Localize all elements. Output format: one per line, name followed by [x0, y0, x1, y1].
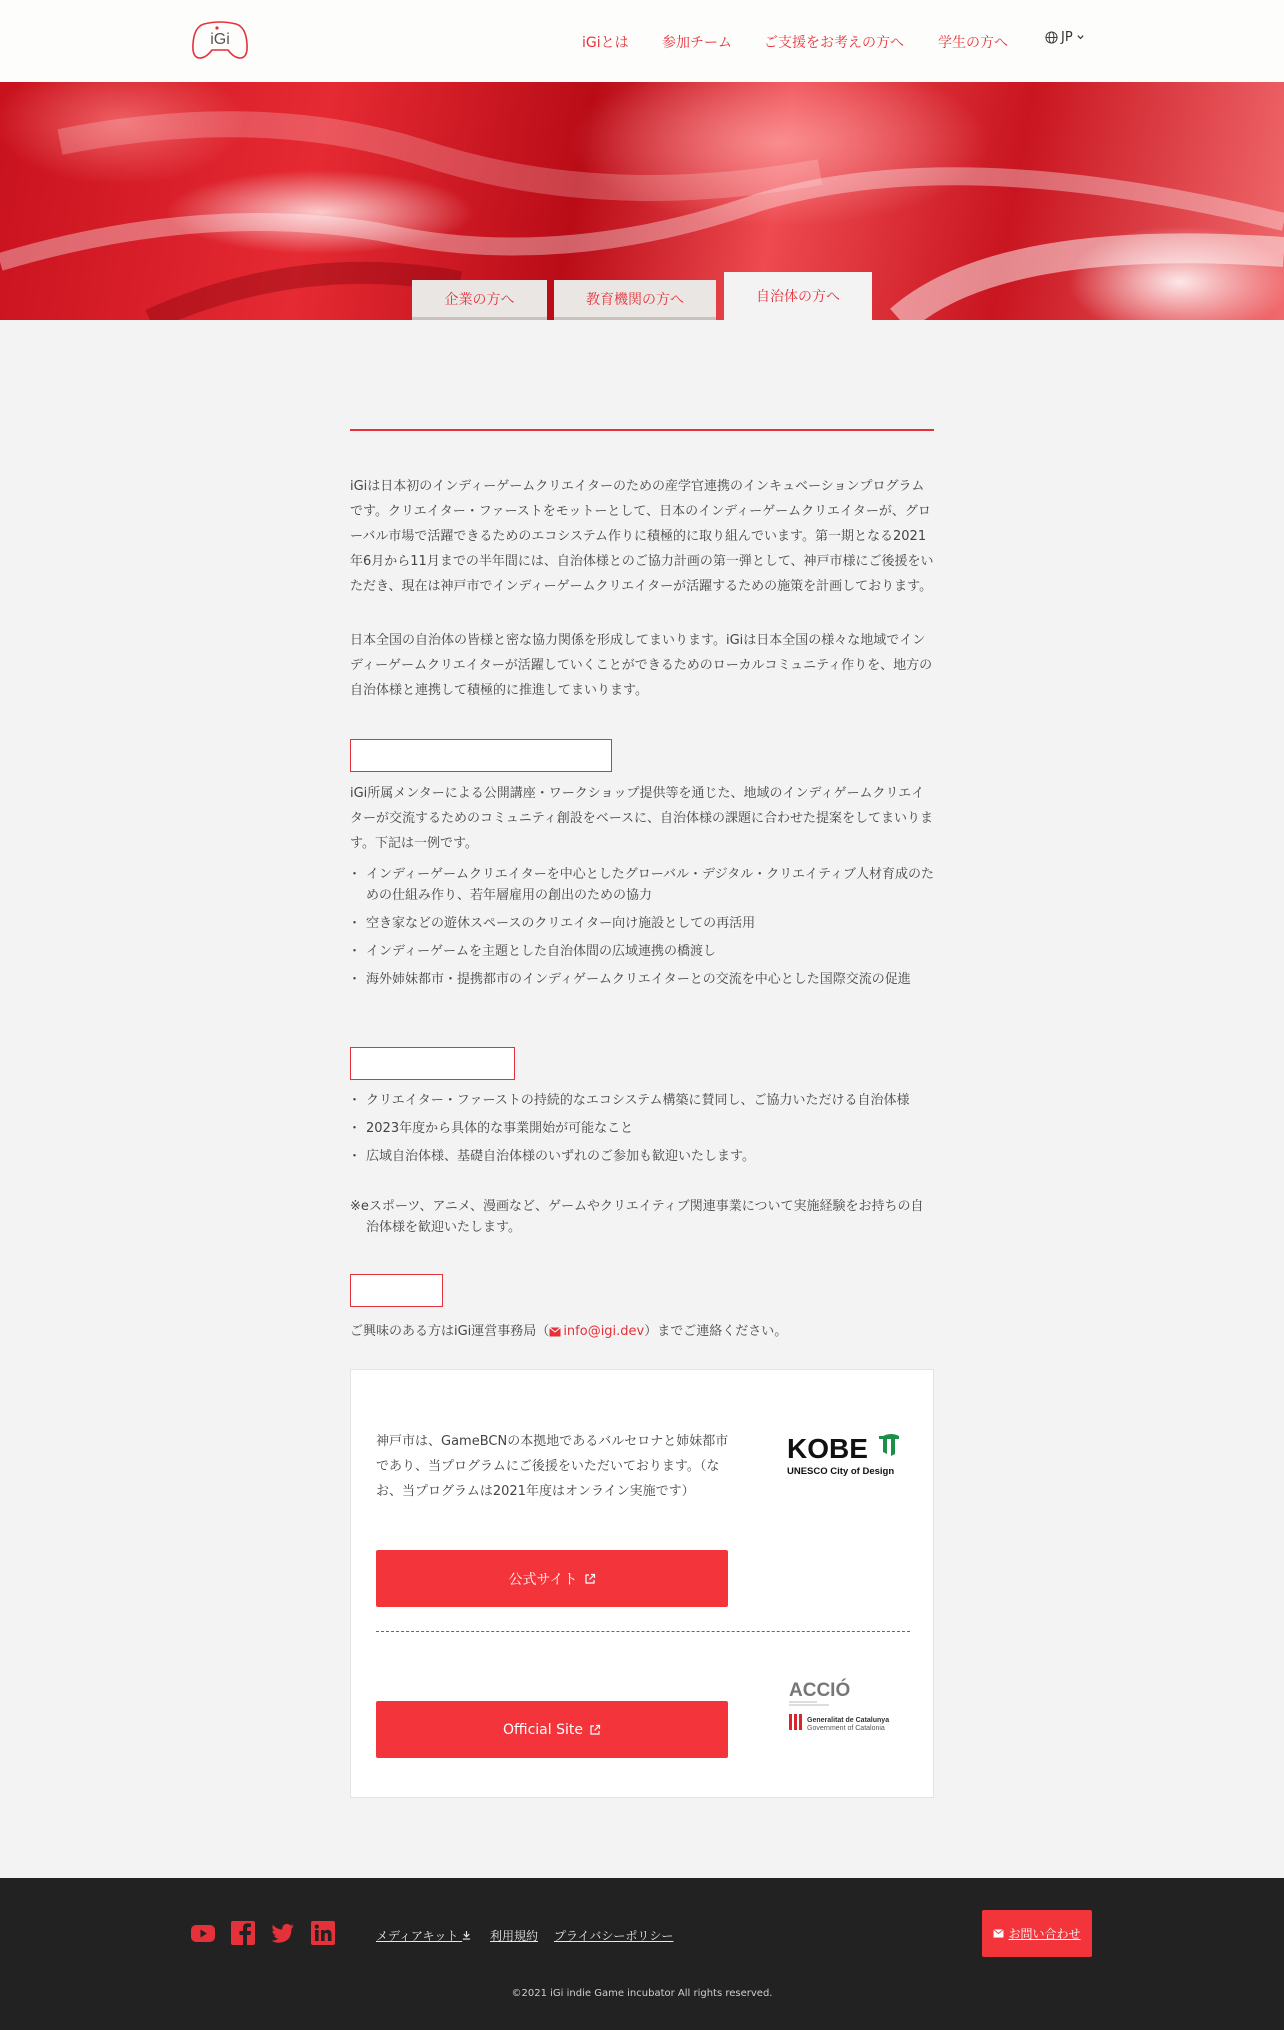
proposal-list	[350, 864, 934, 997]
kobe-logo[interactable]	[787, 1430, 903, 1476]
site-footer	[0, 1878, 1284, 2030]
footer-link-media-kit[interactable]	[376, 1927, 471, 1944]
contact-text	[350, 1320, 787, 1339]
proposal-text: iGi所属メンターによる公開講座・ワークショップ提供等を通じた、地域のインディゲームクリエイターが交流するためのコミュニティ創設をベースに、自治体様の課題に合わせた提案をしてまいります。下記は一例です。	[350, 786, 934, 851]
youtube-icon[interactable]	[190, 1920, 216, 1946]
mail-icon	[549, 1327, 561, 1337]
footer-contact-button[interactable]	[982, 1910, 1092, 1957]
requirements-list	[350, 1090, 934, 1174]
accio-official-site-button[interactable]	[376, 1701, 728, 1758]
requirements-heading-box	[350, 1047, 515, 1080]
kobe-logo-subtext: UNESCO City of Design	[787, 1466, 895, 1476]
partner-card	[350, 1369, 934, 1798]
contact-email-link[interactable]: info@igi.dev	[563, 1324, 645, 1339]
media-kit-label: メディアキット	[376, 1929, 459, 1943]
kobe-logo-text: KOBE	[787, 1433, 868, 1464]
accio-logo-generalitat: Generalitat de Catalunya	[807, 1717, 890, 1724]
contact-button-label: お問い合わせ	[1008, 1927, 1081, 1941]
accio-button-label: Official Site	[503, 1721, 583, 1738]
kobe-official-site-button[interactable]	[376, 1550, 728, 1607]
site-header	[0, 0, 1284, 82]
accio-logo-text: ACCIÓ	[789, 1680, 851, 1701]
facebook-icon[interactable]	[230, 1920, 256, 1946]
mail-icon	[993, 1929, 1004, 1938]
chevron-down-icon	[1076, 33, 1085, 42]
linkedin-icon[interactable]	[310, 1920, 336, 1946]
kobe-button-label: 公式サイト	[508, 1571, 578, 1588]
kobe-description: 神戸市は、GameBCNの本拠地であるバルセロナと姉妹都市であり、当プログラムにご後援をいただいております。（なお、当プログラムは2021年度はオンライン実施です）	[376, 1434, 729, 1499]
footer-link-privacy[interactable]: プライバシーポリシー	[554, 1929, 674, 1943]
list-item: ・ インディーゲームクリエイターを中心としたグローバル・デジタル・クリエイティブ人材育成のための仕組み作り、若年層雇用の創出のための協力	[350, 864, 934, 906]
language-label: JP	[1061, 30, 1073, 45]
download-icon	[462, 1930, 471, 1940]
contact-prefix: ご興味のある方はiGi運営事務局（	[350, 1324, 550, 1339]
accio-logo-government: Government of Catalonia	[807, 1725, 885, 1732]
tab-municipalities[interactable]: 自治体の方へ	[724, 272, 872, 320]
svg-text:iGi: iGi	[210, 31, 230, 48]
list-item: ・ 海外姉妹都市・提携都市のインディゲームクリエイターとの交流を中心とした国際交流の促進	[350, 969, 934, 990]
partner-divider	[376, 1631, 910, 1632]
list-item: ・ インディーゲームを主題とした自治体間の広域連携の橋渡し	[350, 941, 934, 962]
list-item: ・ 広域自治体様、基礎自治体様のいずれのご参加も歓迎いたします。	[350, 1146, 934, 1167]
language-selector[interactable]	[1045, 30, 1085, 45]
nav-students[interactable]: 学生の方へ	[938, 35, 1008, 51]
copyright: ©2021 iGi indie Game incubator All rights reserved.	[511, 1988, 773, 1999]
twitter-icon[interactable]	[270, 1920, 296, 1946]
tab-education[interactable]: 教育機関の方へ	[554, 280, 716, 320]
footer-link-terms[interactable]: 利用規約	[490, 1929, 539, 1943]
contact-suffix: ）までご連絡ください。	[644, 1324, 788, 1339]
requirements-note: ※eスポーツ、アニメ、漫画など、ゲームやクリエイティブ関連事業について実施経験をお持ちの自治体様を歓迎いたします。	[350, 1199, 924, 1235]
list-item: ・ クリエイター・ファーストの持続的なエコシステム構築に賛同し、ご協力いただける自治体様	[350, 1090, 934, 1111]
intro-paragraph-1: iGiは日本初のインディーゲームクリエイターのための産学官連携のインキュベーションプログラムです。クリエイター・ファーストをモットーとして、日本のインディーゲームクリエイターが、グローバル市場で活躍できるためのエコシステム作りに積極的に取り組んでいます。第一期となる2021年6月から11月までの半年間には、自治体様とのご協力計画の第一弾として、神戸市様にご後援をいただき、現在は神戸市でインディーゲームクリエイターが活躍するための施策を計画しております。	[350, 479, 934, 594]
external-link-icon	[584, 1573, 596, 1585]
list-item: ・ 空き家などの遊休スペースのクリエイター向け施設としての再活用	[350, 913, 934, 934]
proposal-heading-box	[350, 739, 612, 772]
accio-logo[interactable]	[789, 1678, 909, 1744]
nav-support[interactable]: ご支援をお考えの方へ	[764, 35, 904, 51]
igi-logo[interactable]	[190, 18, 250, 62]
external-link-icon	[589, 1724, 601, 1736]
globe-icon	[1045, 31, 1058, 44]
list-item: ・ 2023年度から具体的な事業開始が可能なこと	[350, 1118, 934, 1139]
section-divider	[350, 429, 934, 431]
nav-teams[interactable]: 参加チーム	[662, 35, 732, 51]
nav-about[interactable]: iGiとは	[582, 35, 629, 51]
intro-paragraph-2: 日本全国の自治体の皆様と密な協力関係を形成してまいります。iGiは日本全国の様々な地域でインディーゲームクリエイターが活躍していくことができるためのローカルコミュニティ作りを、地方の自治体様と連携して積極的に推進してまいります。	[350, 633, 933, 698]
contact-heading-box	[350, 1274, 443, 1307]
tab-companies[interactable]: 企業の方へ	[412, 280, 547, 320]
hero-banner	[0, 82, 1284, 320]
